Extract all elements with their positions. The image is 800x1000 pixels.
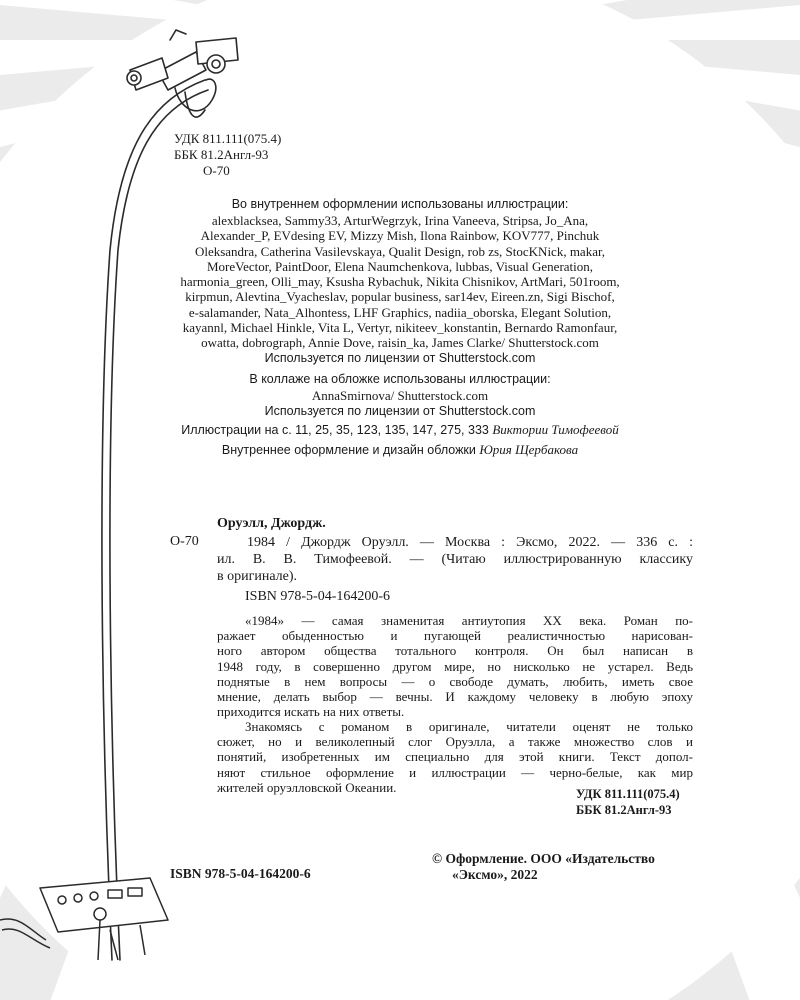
- author-mark: О-70: [203, 163, 230, 178]
- pages-illustrations-prefix: Иллюстрации на с. 11, 25, 35, 123, 135, 147, 275, 333: [181, 423, 493, 437]
- description-line: ил. В. В. Тимофеевой. — (Читаю иллюстрированную классику: [217, 552, 693, 567]
- annotation-line: мнение, делать выбор — вечны. И каждому человеку в любую эпоху: [217, 689, 693, 705]
- annotation-line: ного автором общества тотального контроля. Он был написан в: [217, 643, 693, 659]
- collage-source: AnnaSmirnova/ Shutterstock.com: [311, 388, 489, 403]
- illustrator-line: owatta, dobrograph, Annie Dove, raisin_ka, James Clarke/ Shutterstock.com: [201, 335, 599, 351]
- license-note: Используется по лицензии от Shutterstock.com: [264, 404, 536, 418]
- bibliographic-mark: О-70: [170, 534, 199, 549]
- isbn-footer: ISBN 978-5-04-164200-6: [170, 866, 311, 881]
- illustrator-line: e-salamander, Nata_Alhontess, LHF Graphics, nadiia_oborska, Elegant Solution,: [188, 304, 612, 320]
- illustrator-list: [120, 213, 680, 351]
- annotation-line: поднятые в нем вопросы — о свободе думать, любить, иметь свое: [217, 673, 693, 689]
- bbk-code-bottom: ББК 81.2Англ-93: [576, 803, 672, 817]
- udk-code: УДК 811.111(075.4): [174, 131, 282, 146]
- illustrator-name: Виктории Тимофеевой: [492, 422, 619, 437]
- design-prefix: Внутреннее оформление и дизайн обложки: [221, 443, 480, 457]
- illustrator-line: Alexander_P, EVdesing EV, Mizzy Mish, Ilona Rainbow, KOV777, Pinchuk: [200, 228, 600, 244]
- bbk-code: ББК 81.2Англ-93: [174, 147, 269, 162]
- license-note: Используется по лицензии от Shutterstock.com: [264, 351, 536, 365]
- isbn-record: ISBN 978-5-04-164200-6: [245, 589, 391, 604]
- description-line: в оригинале).: [217, 569, 298, 584]
- description-line: 1984 / Джордж Оруэлл. — Москва : Эксмо, 2022. — 336 с. :: [247, 535, 693, 550]
- annotation-line: понятий, изобретенных им специально для этой книги. Текст допол-: [217, 749, 693, 765]
- illustrator-line: kayannl, Michael Hinkle, Vita L, Vertyr, nikiteev_konstantin, Bernardo Ramonfaur,: [182, 320, 618, 336]
- annotation-line: жителей оруэлловской Океании.: [217, 779, 397, 795]
- annotation-line: приходится искать на них ответы.: [217, 704, 405, 720]
- collage-heading: В коллаже на обложке использованы иллюстрации:: [249, 372, 551, 386]
- illustrator-line: kirpmun, Alevtina_Vyacheslav, popular business, sar14ev, Eireen.zn, Sigi Bischof,: [185, 289, 615, 305]
- copyright-line: «Эксмо», 2022: [452, 867, 538, 882]
- author-heading: Оруэлл, Джордж.: [217, 516, 326, 531]
- design-credit: [120, 442, 680, 458]
- illustrator-line: alexblacksea, Sammy33, ArturWegrzyk, Irina Vaneeva, Stripsa, Jo_Ana,: [211, 213, 589, 228]
- designer-name: Юрия Щербакова: [479, 442, 579, 457]
- illustrator-line: Oleksandra, Catherina Vasilevskaya, Qualit Design, rob zs, StocKNick, makar,: [194, 243, 606, 259]
- annotation-line: 1948 году, в совершенно другом мире, но нисколько не устарел. Ведь: [217, 658, 693, 674]
- copyright-line: © Оформление. ООО «Издательство: [432, 851, 655, 866]
- annotation-paragraph: [217, 719, 693, 795]
- udk-code-bottom: УДК 811.111(075.4): [576, 787, 680, 801]
- annotation-line: Знакомясь с романом в оригинале, читатели оценят не только: [245, 719, 693, 734]
- annotation-line: «1984» — самая знаменитая антиутопия XX века. Роман по-: [245, 613, 693, 628]
- illustrator-line: MoreVector, PaintDoor, Elena Naumchenkova, lubbas, Visual Generation,: [206, 258, 594, 274]
- bibliographic-description: [217, 534, 693, 585]
- annotation-paragraph: [217, 613, 693, 719]
- illustrations-heading: Во внутреннем оформлении использованы иллюстрации:: [231, 197, 569, 211]
- illustrator-line: harmonia_green, Olli_may, Ksusha Rybachuk, Nikita Chisnikov, ArtMari, 501room,: [180, 274, 620, 290]
- annotation-line: няют стильное оформление и иллюстрации — черно-белые, как мир: [217, 764, 693, 780]
- pages-illustrations-credit: [120, 422, 680, 438]
- annotation-line: сюжет, но и великолепный слог Оруэлла, а также множество слов и: [217, 734, 693, 750]
- annotation-line: ражает обыденностью и пугающей реалистичностью нарисован-: [217, 628, 693, 644]
